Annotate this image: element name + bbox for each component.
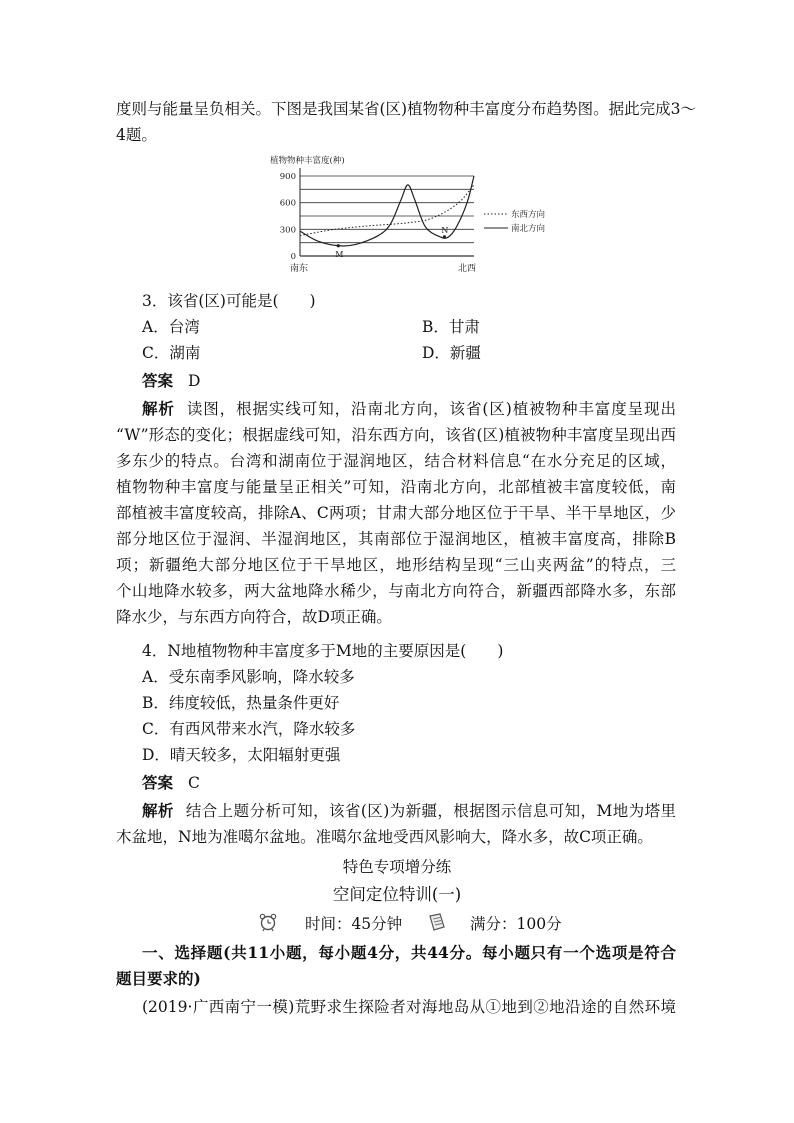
chart-ytick-label: 900 bbox=[279, 172, 296, 182]
time-score-row bbox=[258, 912, 562, 938]
chart-ytick-label: 300 bbox=[279, 225, 296, 236]
legend-label-0: 东西方向 bbox=[511, 210, 546, 220]
q3-stem: 3．该省(区)可能是( ) bbox=[142, 292, 316, 310]
q3-analysis-text-0: 读图，根据实线可知，沿南北方向，该省(区)植被物种丰富度呈现出 bbox=[186, 400, 676, 418]
chart-point-n bbox=[443, 235, 446, 238]
q3-option-a: A．台湾 bbox=[142, 318, 200, 336]
q3-answer bbox=[142, 370, 200, 392]
legend-label-1: 南北方向 bbox=[511, 224, 546, 234]
intro-line-2: 4题。 bbox=[116, 126, 157, 144]
chart-ylabel: 植物物种丰富度(种) bbox=[270, 156, 345, 166]
score-paper-icon bbox=[427, 912, 447, 938]
q3-analysis-label: 解析 bbox=[142, 399, 175, 418]
q4-analysis-line-0 bbox=[142, 800, 676, 822]
source-line: (2019·广西南宁一模)荒野求生探险者对海地岛从①地到②地沿途的自然环境 bbox=[142, 998, 676, 1016]
chart-point-m bbox=[337, 244, 340, 247]
q4-answer-label: 答案 bbox=[142, 773, 174, 792]
q4-option-c: C．有西风带来水汽，降水较多 bbox=[142, 720, 356, 738]
section-subtitle: 空间定位特训(一) bbox=[332, 885, 462, 904]
q3-analysis-line-4: 部植被丰富度较高，排除A、C两项；甘肃大部分地区位于干旱、半干旱地区，少 bbox=[116, 504, 676, 522]
q3-analysis-line-2: 多东少的特点。台湾和湖南位于湿润地区，结合材料信息“在水分充足的区域， bbox=[116, 452, 676, 470]
time-text: 时间：45分钟 bbox=[304, 915, 403, 933]
q4-analysis-label: 解析 bbox=[142, 801, 174, 820]
part1-line-2: 题目要求的) bbox=[116, 969, 201, 988]
q4-analysis-line-1: 木盆地，N地为准噶尔盆地。准噶尔盆地受西风影响大，降水多，故C项正确。 bbox=[116, 828, 653, 846]
q3-analysis-line-6: 项；新疆绝大部分地区位于干旱地区，地形结构呈现“三山夹两盆”的特点，三 bbox=[116, 556, 676, 574]
chart-point-label-n: N bbox=[441, 225, 449, 235]
q3-analysis-line-5: 部分地区位于湿润、半湿润地区，其南部位于湿润地区，植被丰富度高，排除B bbox=[116, 530, 676, 548]
q3-analysis-line-0 bbox=[142, 398, 676, 420]
q3-option-b: B．甘肃 bbox=[422, 318, 480, 336]
chart-point-label-m: M bbox=[335, 249, 344, 259]
q3-analysis-line-3: 植物物种丰富度与能量呈正相关”可知，沿南北方向，北部植被丰富度较低，南 bbox=[116, 478, 676, 496]
chart-ytick-label: 0 bbox=[290, 252, 296, 262]
intro-line-1: 度则与能量呈负相关。下图是我国某省(区)植物物种丰富度分布趋势图。据此完成3～ bbox=[116, 100, 696, 118]
q4-option-d: D．晴天较多，太阳辐射更强 bbox=[142, 746, 341, 764]
part1-line-1: 一、选择题(共11小题，每小题4分，共44分。每小题只有一个选项是符合 bbox=[142, 943, 676, 962]
chart-series-north-south bbox=[300, 176, 474, 246]
chart-x-left-label: 南东 bbox=[290, 264, 309, 274]
q4-option-a: A．受东南季风影响，降水较多 bbox=[142, 668, 355, 686]
q3-answer-label: 答案 bbox=[142, 371, 174, 390]
q4-option-b: B．纬度较低，热量条件更好 bbox=[142, 694, 340, 712]
richness-chart bbox=[268, 152, 568, 277]
q4-answer-value: C bbox=[187, 774, 200, 792]
q3-answer-value: D bbox=[187, 372, 201, 390]
q3-option-d: D．新疆 bbox=[422, 344, 481, 362]
q3-analysis-line-7: 个山地降水较多，两大盆地降水稀少，与南北方向符合，新疆西部降水多，东部 bbox=[116, 582, 676, 600]
q3-option-c: C．湖南 bbox=[142, 344, 201, 362]
chart-x-right-label: 北西 bbox=[458, 264, 477, 274]
chart-ytick-label: 600 bbox=[279, 198, 296, 209]
q3-analysis-line-8: 降水少，与东西方向符合，故D项正确。 bbox=[116, 608, 392, 626]
q3-analysis-line-1: “W”形态的变化；根据虚线可知，沿东西方向，该省(区)植被物种丰富度呈现出西 bbox=[116, 426, 676, 444]
q4-answer bbox=[142, 772, 200, 794]
q4-analysis-text-0: 结合上题分析可知，该省(区)为新疆，根据图示信息可知，M地为塔里 bbox=[185, 802, 676, 820]
q4-stem: 4．N地植物物种丰富度多于M地的主要原因是( ) bbox=[142, 642, 504, 660]
score-text: 满分：100分 bbox=[470, 915, 562, 933]
section-title: 特色专项增分练 bbox=[342, 858, 452, 876]
chart-svg bbox=[268, 152, 568, 277]
alarm-clock-icon bbox=[258, 912, 278, 938]
